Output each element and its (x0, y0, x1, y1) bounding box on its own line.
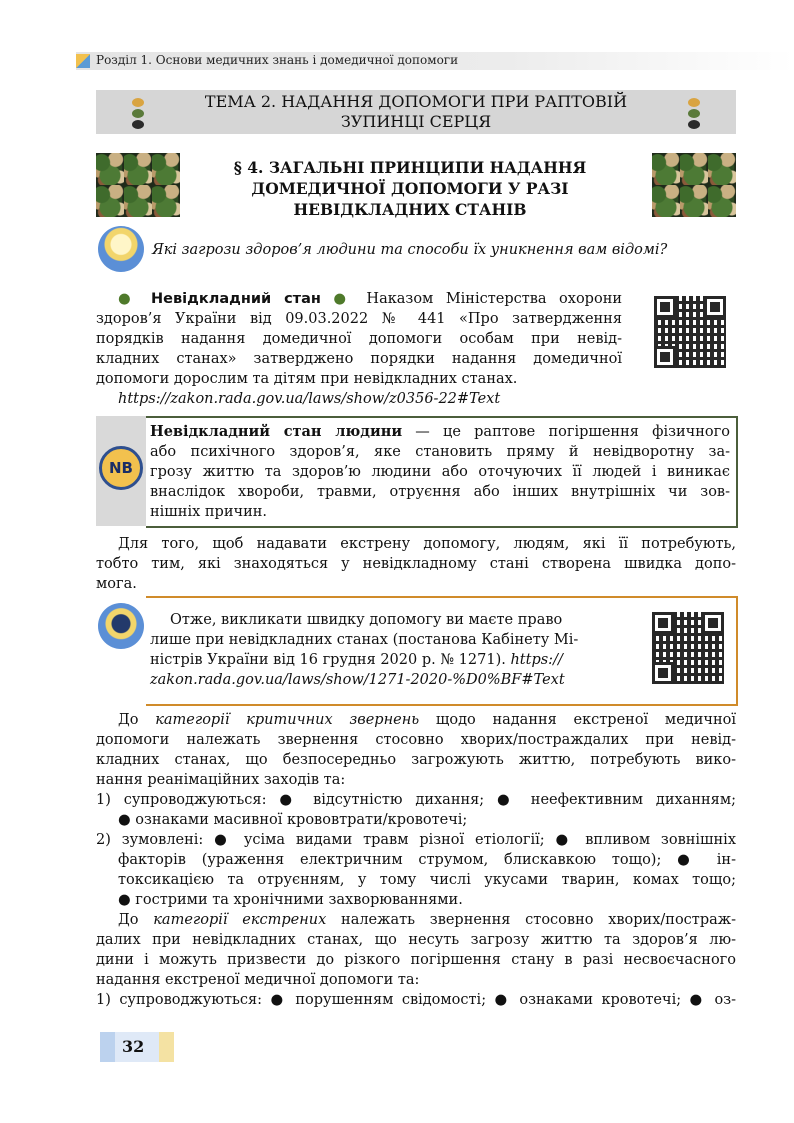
question-text: Які загрози здоров’я людини та способи їх уникнення вам відомі? (152, 242, 668, 258)
critical-line4: нання реанімаційних заходів та: (96, 772, 346, 788)
critical-line2: допомоги належать звернення стосовно хворих/постраждалих при невід- (96, 732, 736, 748)
running-header (76, 52, 794, 70)
cap-line2: лише при невідкладних станах (постанова Кабінету Мі- (150, 632, 579, 648)
para1-line1: Для того, щоб надавати екстрену допомогу, людям, які її потребують, (118, 536, 736, 552)
list-item-continuation: ● ознаками масивної крововтрати/кровотечі; (118, 812, 468, 828)
section-title-line1: § 4. ЗАГАЛЬНІ ПРИНЦИПИ НАДАННЯ (233, 158, 587, 177)
emergency-line3: дини і можуть призвести до різкого погіршення стану в разі несвоєчасного (96, 952, 736, 968)
list-item-continuation: факторів (ураження електричним струмом, блискавкою тощо); ● ін- (118, 852, 736, 868)
page-number-badge (100, 1032, 174, 1062)
header-corner-mark (76, 54, 90, 68)
nb-line2: або психічного здоров’я, яке становить пряму й невідворотну за- (150, 444, 730, 460)
urgent-state-label: Невідкладний стан (151, 291, 321, 307)
urgent-line1: Наказом Міністерства охорони (366, 291, 623, 307)
urgent-line5: допомоги дорослим та дітям при невідкладних станах. (96, 371, 518, 387)
nb-term: Невідкладний стан людини (150, 423, 403, 440)
nb-line1: — це раптове погіршення фізичного (402, 424, 730, 440)
theme-title (166, 92, 666, 132)
traffic-light-icon (132, 98, 144, 131)
emergency-line2: далих при невідкладних станах, що несуть загрозу життю та здоров’я лю- (96, 932, 736, 948)
theme-title-line2: ЗУПИНЦІ СЕРЦЯ (340, 112, 492, 131)
urgent-law-link[interactable]: https://zakon.rada.gov.ua/laws/show/z0356-22#Text (118, 391, 501, 407)
section-title-line2: ДОМЕДИЧНОЇ ДОПОМОГИ У РАЗІ (251, 179, 569, 198)
page-number: 32 (122, 1037, 145, 1056)
critical-line1: щодо надання екстреної медичної (419, 712, 736, 728)
urgent-line4: кладних станах» затверджено порядки надання домедичної (96, 351, 622, 367)
critical-list (96, 790, 736, 910)
ambulance-paragraph (96, 534, 736, 594)
graduation-cap-icon (98, 603, 144, 649)
para1-line3: мога. (96, 576, 137, 592)
list-item-continuation: ● гострими та хронічними захворюваннями. (118, 892, 463, 908)
list-item: 1) супроводжуються: ● відсутністю дихання; ● неефективним диханням; (96, 792, 736, 808)
emergency-category-paragraph (96, 910, 736, 1010)
camouflage-decoration-left (96, 153, 180, 217)
camouflage-decoration-right (652, 153, 736, 217)
urgent-state-paragraph (118, 289, 622, 309)
para1-line2: тобто тим, які знаходяться у невідкладному стані створена швидка допо- (96, 556, 736, 572)
theme-banner (96, 90, 736, 134)
qr-code-icon[interactable] (654, 296, 726, 368)
emergency-line4: надання екстреної медичної допомоги та: (96, 972, 420, 988)
bullet-icon: ● (333, 291, 354, 307)
critical-lead: До (118, 712, 156, 728)
urgent-line3: порядків надання домедичної допомоги особам при невід- (96, 331, 622, 347)
lightbulb-icon (98, 226, 144, 272)
critical-line3: кладних станах, що безпосередньо загрожують життю, потребують вико- (96, 752, 736, 768)
nb-line4: внаслідок хвороби, травми, отруєння або інших внутрішніх чи зов- (150, 484, 730, 500)
running-header-text: Розділ 1. Основи медичних знань і домедичної допомоги (96, 53, 459, 67)
section-title-line3: НЕВІДКЛАДНИХ СТАНІВ (293, 200, 527, 219)
nb-line5: нішніх причин. (150, 504, 268, 520)
cap-line1: Отже, викликати швидку допомогу ви маєте право (170, 612, 563, 628)
cap-line3: ністрів України від 16 грудня 2020 р. № 1271). (150, 652, 511, 668)
list-item: 1) супроводжуються: ● порушенням свідомості; ● ознаками кровотечі; ● оз- (96, 992, 736, 1008)
cap-link[interactable]: zakon.rada.gov.ua/laws/show/1271-2020-%D0%BF#Text (150, 672, 565, 688)
emergency-line1: належать звернення стосовно хворих/постраж- (326, 912, 736, 928)
nb-definition-box (146, 416, 738, 528)
qr-code-icon[interactable] (652, 612, 724, 684)
urgent-line2: здоров’я України від 09.03.2022 № 441 «Про затвердження (96, 311, 622, 327)
traffic-light-icon (688, 98, 700, 131)
cap-link-start[interactable]: https:// (510, 652, 563, 668)
nb-icon: NB (99, 446, 143, 490)
critical-category-paragraph (96, 710, 736, 790)
nb-line3: грозу життю та здоров’ю людини або оточуючих її людей і виникає (150, 464, 730, 480)
section-title (220, 157, 600, 220)
emergency-term: категорії екстрених (153, 912, 327, 928)
list-item: 2) зумовлені: ● усіма видами травм різної етіології; ● впливом зовнішніх (96, 832, 736, 848)
bullet-icon: ● (118, 291, 139, 307)
call-ambulance-box (146, 596, 738, 706)
critical-term: категорії критичних звернень (155, 712, 420, 728)
list-item-continuation: токсикацією та отруєнням, у тому числі укусами тварин, комах тощо; (118, 872, 736, 888)
emergency-lead: До (118, 912, 154, 928)
theme-title-line1: ТЕМА 2. НАДАННЯ ДОПОМОГИ ПРИ РАПТОВІЙ (204, 92, 628, 111)
